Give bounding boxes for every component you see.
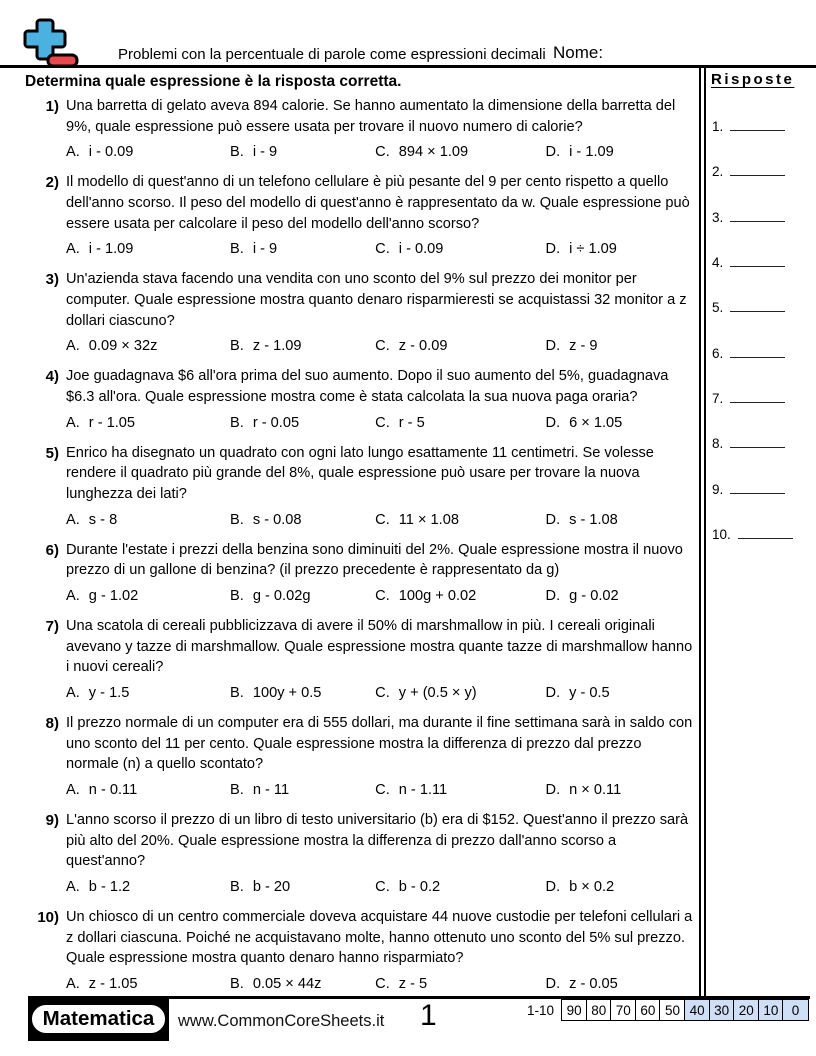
score-cell: 90	[561, 999, 587, 1021]
question-options	[66, 144, 697, 160]
option-expression: r - 5	[398, 414, 425, 431]
option-expression: i - 0.09	[398, 241, 444, 258]
answer-row	[711, 527, 813, 572]
question-number: 8)	[45, 714, 59, 732]
question-text: Un'azienda stava facendo una vendita con uno sconto del 9% sul prezzo dei monitor per computer. Quale espressione mostra quanto denaro risparmieresti se acquistassi 32 monitor a z dollari ciascuno?	[66, 271, 687, 329]
option-letter: B.	[230, 879, 244, 895]
question-number: 10)	[37, 908, 59, 926]
option-letter: D.	[545, 414, 561, 431]
answer-blank-list	[711, 119, 813, 572]
worksheet-title: Problemi con la percentuale di parole come espressioni decimali	[118, 46, 546, 63]
question-text: Il modello di quest'anno di un telefono cellulare è più pesante del 9 per cento rispetto a quello dell'anno scorso. Il peso del modello di quest'anno è rappresentato da w. Quale espressione può essere usata per calcolare il peso del modello dell'anno scorso?	[66, 174, 690, 232]
option-expression: z - 9	[569, 338, 598, 355]
option-letter: C.	[375, 414, 390, 431]
option-expression: b - 0.2	[398, 879, 441, 895]
answers-column	[711, 71, 813, 572]
answer-row	[711, 300, 813, 345]
answer-blank[interactable]	[730, 493, 785, 494]
question-body	[66, 907, 697, 992]
option-letter: C.	[375, 976, 390, 992]
question-text: Il prezzo normale di un computer era di 555 dollari, ma durante il fine settimana sarà in saldo con uno sconto del 11 per cento. Quale espressione mostra la differenza di prezzo dal prezzo normale (n) a quello scontato?	[66, 714, 693, 773]
answer-option[interactable]	[230, 512, 375, 528]
answer-option[interactable]	[230, 588, 375, 604]
question-text: Joe guadagnava $6 all'ora prima del suo aumento. Dopo il suo aumento del 5%, guadagnava $6.3 all'ora. Quale espressione mostra come è stata calcolata la sua nuova paga oraria?	[66, 368, 669, 405]
score-range-label: 1-10	[527, 1002, 555, 1018]
option-expression: s - 1.08	[569, 511, 618, 528]
option-expression: 100y + 0.5	[252, 685, 322, 701]
answer-number: 3.	[712, 209, 724, 225]
answer-option[interactable]	[375, 512, 545, 528]
answer-number: 9.	[712, 481, 724, 497]
page-number: 1	[420, 999, 437, 1032]
answer-option[interactable]	[66, 338, 230, 354]
answer-number: 5.	[712, 300, 724, 316]
option-letter: C.	[375, 241, 390, 258]
answer-option[interactable]	[66, 144, 230, 160]
question-text: Enrico ha disegnato un quadrato con ogni lato lungo esattamente 11 centimetri. Se volesse rendere il quadrato più grande del 8%, quale espressione può usare per trovare la nuova lunghezza dei lati?	[66, 444, 654, 502]
question-body	[66, 616, 697, 701]
question-number: 2)	[45, 174, 59, 192]
answer-option[interactable]	[66, 879, 230, 895]
question-options	[66, 879, 697, 895]
option-expression: i - 9	[252, 241, 278, 258]
option-letter: B.	[230, 241, 244, 258]
option-expression: z - 0.05	[569, 976, 618, 992]
score-cell: 20	[733, 999, 759, 1021]
option-letter: A.	[66, 338, 80, 355]
answer-option[interactable]	[66, 976, 230, 992]
answer-blank[interactable]	[730, 175, 785, 176]
answer-blank[interactable]	[730, 266, 785, 267]
question	[25, 96, 697, 160]
score-cell: 30	[709, 999, 735, 1021]
question-options	[66, 241, 697, 257]
question-number: 3)	[45, 271, 59, 289]
answer-option[interactable]	[66, 782, 230, 798]
question	[25, 443, 697, 528]
answer-blank[interactable]	[730, 311, 785, 312]
answer-number: 10.	[712, 527, 731, 543]
option-expression: z - 1.05	[88, 976, 138, 992]
option-letter: B.	[230, 685, 244, 701]
score-cell: 50	[659, 999, 685, 1021]
option-letter: C.	[375, 588, 390, 604]
option-expression: g - 0.02	[569, 588, 619, 604]
option-expression: y - 0.5	[569, 685, 610, 701]
option-letter: D.	[545, 685, 561, 701]
option-letter: A.	[66, 879, 80, 895]
option-letter: D.	[545, 338, 561, 355]
option-letter: A.	[66, 241, 80, 258]
option-letter: D.	[545, 588, 561, 604]
score-cell: 70	[610, 999, 636, 1021]
option-expression: n - 11	[252, 782, 290, 798]
question-body	[66, 540, 697, 604]
option-expression: b × 0.2	[569, 879, 615, 895]
option-expression: i - 1.09	[569, 144, 614, 161]
answer-row	[711, 436, 813, 481]
answer-option[interactable]	[230, 685, 375, 701]
option-expression: b - 1.2	[88, 879, 131, 895]
option-expression: 894 × 1.09	[398, 144, 469, 161]
answer-option[interactable]	[230, 415, 375, 431]
subject-label: Matematica	[30, 1003, 168, 1035]
answer-option[interactable]	[546, 879, 697, 895]
answer-option[interactable]	[66, 512, 230, 528]
answer-row	[711, 119, 813, 164]
question-body	[66, 443, 697, 528]
option-expression: s - 0.08	[252, 511, 302, 528]
question	[25, 810, 697, 895]
question-number: 1)	[45, 98, 59, 115]
option-letter: B.	[230, 338, 244, 355]
plus-minus-logo-icon	[21, 15, 79, 69]
option-expression: z - 1.09	[252, 338, 302, 355]
answer-option[interactable]	[66, 588, 230, 604]
option-letter: B.	[230, 976, 244, 992]
answer-row	[711, 482, 813, 527]
answer-option[interactable]	[546, 415, 697, 431]
question-body	[66, 96, 697, 160]
answers-column-divider	[699, 65, 706, 998]
website-link[interactable]: www.CommonCoreSheets.it	[178, 1012, 385, 1030]
option-expression: n - 0.11	[88, 782, 138, 798]
answer-option[interactable]	[546, 338, 697, 354]
option-expression: r - 0.05	[252, 414, 300, 431]
answer-option[interactable]	[230, 782, 375, 798]
score-strip	[527, 999, 809, 1021]
option-letter: A.	[66, 782, 80, 798]
score-cell: 40	[684, 999, 710, 1021]
option-letter: D.	[545, 976, 561, 992]
score-cell: 10	[758, 999, 784, 1021]
option-letter: A.	[66, 976, 80, 992]
option-expression: 100g + 0.02	[398, 588, 477, 604]
answer-option[interactable]	[375, 976, 545, 992]
question	[25, 540, 697, 604]
option-expression: n × 0.11	[569, 782, 622, 798]
answer-option[interactable]	[66, 415, 230, 431]
option-expression: i - 0.09	[88, 144, 134, 161]
option-expression: i ÷ 1.09	[569, 241, 617, 258]
answer-blank[interactable]	[730, 221, 785, 222]
question-number: 9)	[45, 811, 59, 829]
answer-row	[711, 346, 813, 391]
answer-option[interactable]	[230, 879, 375, 895]
question-body	[66, 713, 697, 798]
option-letter: D.	[545, 879, 561, 895]
option-letter: C.	[375, 782, 390, 798]
option-letter: D.	[545, 241, 561, 258]
question	[25, 713, 697, 798]
option-expression: y - 1.5	[88, 685, 130, 701]
option-expression: i - 1.09	[88, 241, 134, 258]
option-letter: C.	[375, 338, 390, 355]
question	[25, 616, 697, 701]
question-number: 5)	[45, 444, 59, 462]
question-body	[66, 366, 697, 430]
answer-option[interactable]	[546, 782, 697, 798]
answer-number: 8.	[712, 436, 724, 452]
answer-blank[interactable]	[730, 402, 785, 403]
option-expression: g - 0.02g	[252, 588, 311, 604]
answer-number: 1.	[712, 119, 724, 134]
answer-option[interactable]	[546, 588, 697, 604]
answer-number: 4.	[712, 255, 724, 271]
answer-row	[711, 255, 813, 300]
option-letter: C.	[375, 685, 390, 701]
answer-option[interactable]	[230, 144, 375, 160]
question-options	[66, 415, 697, 431]
option-letter: B.	[230, 414, 244, 431]
question-text: Una barretta di gelato aveva 894 calorie. Se hanno aumentato la dimensione della barretta del 9%, quale espressione può essere usata per trovare il nuovo numero di calorie?	[66, 98, 676, 135]
question-number: 6)	[45, 541, 59, 559]
option-letter: C.	[375, 511, 390, 528]
answer-blank[interactable]	[730, 130, 785, 131]
question-options	[66, 976, 697, 992]
header-divider	[0, 65, 816, 68]
option-letter: B.	[230, 588, 244, 604]
answer-option[interactable]	[375, 415, 545, 431]
answer-row	[711, 391, 813, 436]
option-expression: y + (0.5 × y)	[398, 685, 477, 701]
question-body	[66, 810, 697, 895]
option-letter: B.	[230, 511, 244, 528]
question-text: Durante l'estate i prezzi della benzina sono diminuiti del 2%. Quale espressione mostra il nuovo prezzo di un gallone di benzina? (il prezzo precedente è rappresentato da g)	[66, 541, 683, 579]
question-text: Una scatola di cereali pubblicizzava di avere il 50% di marshmallow in più. I cereali originali avevano y tazze di marshmallow. Quale espressione mostra quante tazze di marshmallow hanno i nuovi cereali?	[66, 617, 693, 676]
option-expression: 0.05 × 44z	[252, 976, 322, 992]
question-options	[66, 685, 697, 701]
question-text: L'anno scorso il prezzo di un libro di testo universitario (b) era di $152. Quest'anno il prezzo sarà più alto del 20%. Quale espressione mostra la differenza di prezzo dall'anno scorso a quest'anno?	[66, 811, 689, 870]
option-expression: g - 1.02	[88, 588, 139, 604]
answer-row	[711, 210, 813, 255]
question-options	[66, 588, 697, 604]
option-letter: C.	[375, 879, 390, 895]
option-expression: 0.09 × 32z	[88, 338, 158, 355]
answer-row	[711, 164, 813, 209]
answer-number: 6.	[712, 345, 724, 361]
option-letter: B.	[230, 782, 244, 798]
option-expression: b - 20	[252, 879, 291, 895]
answer-option[interactable]	[375, 338, 545, 354]
option-letter: D.	[545, 511, 561, 528]
option-letter: C.	[375, 144, 390, 161]
answer-option[interactable]	[66, 685, 230, 701]
option-expression: i - 9	[252, 144, 278, 161]
answer-blank[interactable]	[730, 447, 785, 448]
answer-option[interactable]	[546, 976, 697, 992]
option-expression: z - 0.09	[398, 338, 448, 355]
answer-option[interactable]	[375, 879, 545, 895]
answers-title: Risposte	[711, 71, 795, 88]
answer-option[interactable]	[375, 685, 545, 701]
questions-list	[25, 96, 697, 992]
answer-option[interactable]	[66, 241, 230, 257]
option-letter: A.	[66, 144, 80, 161]
score-cell: 0	[782, 999, 808, 1021]
question	[25, 269, 697, 354]
option-letter: A.	[66, 511, 80, 528]
option-letter: B.	[230, 144, 244, 161]
answer-blank[interactable]	[730, 357, 785, 358]
option-expression: s - 8	[88, 511, 118, 528]
answer-option[interactable]	[546, 144, 697, 160]
option-letter: D.	[545, 782, 561, 798]
question	[25, 172, 697, 257]
question	[25, 907, 697, 992]
answer-option[interactable]	[375, 588, 545, 604]
question-text: Un chiosco di un centro commerciale doveva acquistare 44 nuove custodie per telefoni cellulari a z dollari ciascuna. Poiché ne acquistavano molte, hanno ottenuto uno sconto del 5% sul prezzo. Quale espressione mostra quanto denaro hanno risparmiato?	[66, 908, 693, 967]
question-number: 4)	[45, 368, 59, 386]
option-expression: 11 × 1.08	[398, 511, 459, 528]
question-body	[66, 172, 697, 257]
answer-option[interactable]	[375, 144, 545, 160]
answer-option[interactable]	[546, 512, 697, 528]
option-letter: A.	[66, 414, 80, 431]
question-options	[66, 782, 697, 798]
option-letter: D.	[545, 144, 561, 161]
option-expression: r - 1.05	[88, 414, 136, 431]
score-cell: 80	[586, 999, 612, 1021]
option-expression: 6 × 1.05	[569, 414, 623, 431]
answer-option[interactable]	[230, 241, 375, 257]
answer-option[interactable]	[230, 976, 375, 992]
answer-number: 2.	[712, 164, 724, 180]
answer-blank[interactable]	[738, 538, 793, 539]
score-cell: 60	[635, 999, 661, 1021]
option-expression: z - 5	[398, 976, 428, 992]
answer-option[interactable]	[546, 685, 697, 701]
name-label: Nome:	[553, 43, 604, 62]
option-letter: A.	[66, 685, 80, 701]
answer-number: 7.	[712, 391, 724, 407]
answer-option[interactable]	[375, 241, 545, 257]
instruction-text: Determina quale espressione è la risposta corretta.	[25, 73, 402, 90]
subject-badge	[28, 996, 169, 1041]
question-options	[66, 512, 697, 528]
answer-option[interactable]	[375, 782, 545, 798]
question	[25, 366, 697, 430]
score-table	[561, 999, 809, 1021]
question-options	[66, 338, 697, 354]
option-expression: n - 1.11	[398, 782, 448, 798]
answer-option[interactable]	[546, 241, 697, 257]
question-body	[66, 269, 697, 354]
option-letter: A.	[66, 588, 80, 604]
answer-option[interactable]	[230, 338, 375, 354]
question-number: 7)	[45, 617, 59, 635]
